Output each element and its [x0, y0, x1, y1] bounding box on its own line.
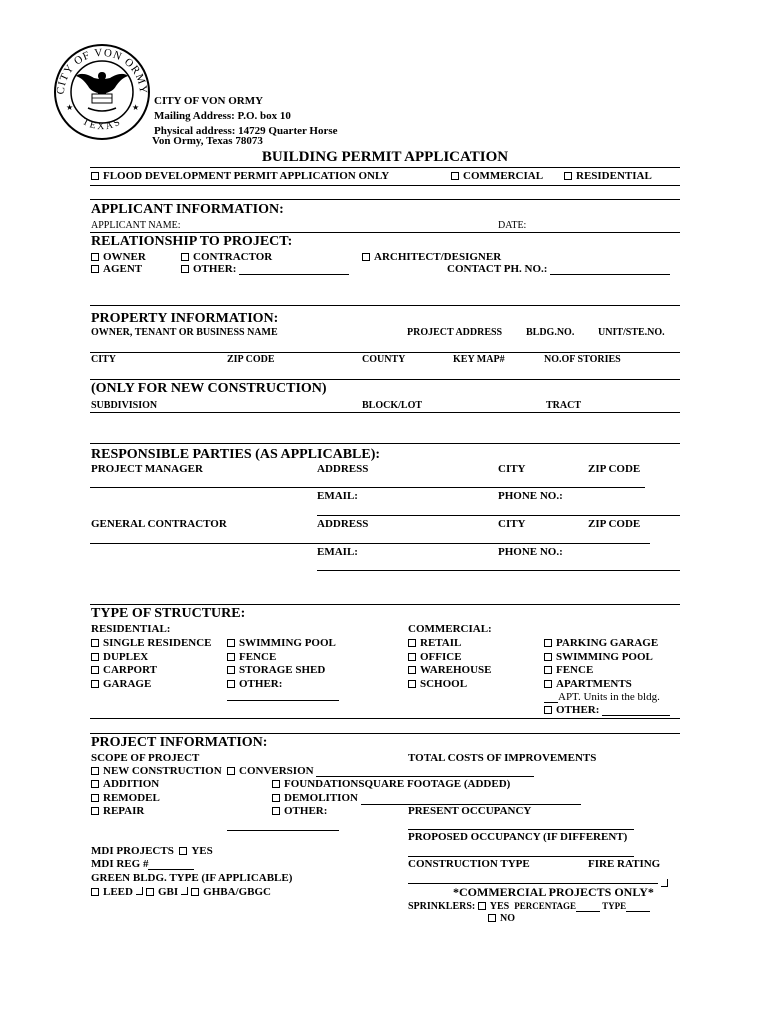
- checkbox-icon[interactable]: [544, 639, 552, 647]
- city-state-zip: Von Ormy, Texas 78073: [152, 135, 263, 147]
- project-heading: PROJECT INFORMATION:: [91, 735, 268, 750]
- date-label: DATE:: [498, 220, 527, 231]
- commercial-option-item[interactable]: PARKING GARAGE: [544, 637, 658, 651]
- pm-email-label: EMAIL:: [317, 490, 358, 502]
- commercial-list-1: [408, 637, 492, 691]
- gc-email-field[interactable]: [317, 570, 680, 571]
- checkbox-icon[interactable]: [227, 767, 235, 775]
- agent-option[interactable]: AGENT: [91, 263, 142, 275]
- checkbox-icon[interactable]: [91, 807, 99, 815]
- checkbox-icon[interactable]: [191, 888, 199, 896]
- addition-option[interactable]: ADDITION: [91, 778, 160, 792]
- construction-type-label: CONSTRUCTION TYPE: [408, 858, 530, 870]
- residential-option-item[interactable]: GARAGE: [91, 678, 212, 692]
- present-occupancy-field[interactable]: [408, 829, 634, 830]
- seal-bottom-text: TEXAS: [80, 116, 124, 133]
- commercial-only-note: *COMMERCIAL PROJECTS ONLY*: [453, 885, 654, 899]
- applicant-name-label: APPLICANT NAME:: [91, 220, 181, 231]
- mdi-yes-option[interactable]: YES: [179, 845, 212, 857]
- city-name: CITY OF VON ORMY: [154, 95, 264, 107]
- gc-field[interactable]: [90, 543, 650, 544]
- city-seal: [52, 42, 152, 142]
- commercial-option-item[interactable]: RETAIL: [408, 637, 492, 651]
- project-address-label: PROJECT ADDRESS: [407, 327, 503, 338]
- green-options: [91, 886, 271, 898]
- checkbox-icon[interactable]: [179, 847, 187, 855]
- commercial-option-item[interactable]: WAREHOUSE: [408, 664, 492, 678]
- relationship-heading: RELATIONSHIP TO PROJECT:: [91, 234, 293, 249]
- divider: [90, 733, 680, 734]
- new-construction-heading: (ONLY FOR NEW CONSTRUCTION): [91, 381, 327, 396]
- mailing-address: Mailing Address: P.O. box 10: [154, 110, 291, 122]
- project-other-field[interactable]: [227, 830, 339, 831]
- property-city-label: CITY: [91, 354, 117, 365]
- total-costs-label: TOTAL COSTS OF IMPROVEMENTS: [408, 752, 597, 764]
- residential-option-item[interactable]: DUPLEX: [91, 651, 212, 665]
- checkbox-icon[interactable]: [544, 653, 552, 661]
- residential-option-item[interactable]: FENCE: [227, 651, 336, 665]
- checkbox-icon[interactable]: [91, 680, 99, 688]
- pm-city-label: CITY: [498, 463, 526, 475]
- checkbox-icon[interactable]: [91, 639, 99, 647]
- residential-option-item[interactable]: SWIMMING POOL: [227, 637, 336, 651]
- residential-option-item[interactable]: OTHER:: [227, 678, 336, 692]
- divider: [90, 443, 680, 444]
- commercial-option-item[interactable]: FENCE: [544, 664, 658, 678]
- checkbox-icon[interactable]: [146, 888, 154, 896]
- gbi-option[interactable]: GBI: [146, 886, 178, 898]
- construction-type-field[interactable]: [408, 883, 658, 884]
- type-field[interactable]: [626, 911, 650, 912]
- scope-list: [91, 778, 160, 819]
- checkbox-icon[interactable]: [227, 680, 235, 688]
- new-construction-option[interactable]: NEW CONSTRUCTION: [91, 765, 222, 777]
- residential-option-item[interactable]: STORAGE SHED: [227, 664, 336, 678]
- checkbox-icon[interactable]: [362, 253, 370, 261]
- divider: [90, 199, 680, 200]
- residential-list-2: [227, 637, 336, 691]
- mdi-reg: MDI REG #: [91, 858, 194, 870]
- fire-rating-label: FIRE RATING: [588, 858, 661, 870]
- contact-phone: CONTACT PH. NO.:: [447, 263, 670, 275]
- checkbox-icon[interactable]: [91, 265, 99, 273]
- residential-option-item[interactable]: CARPORT: [91, 664, 212, 678]
- checkbox-icon[interactable]: [91, 794, 99, 802]
- pm-email-field[interactable]: [317, 515, 680, 516]
- seal-emblem-icon: [52, 42, 152, 142]
- checkbox-icon[interactable]: [272, 780, 280, 788]
- proposed-occupancy-label: PROPOSED OCCUPANCY (IF DIFFERENT): [408, 831, 628, 843]
- apt-units: APT. Units in the bldg.: [544, 691, 660, 703]
- block-lot-label: BLOCK/LOT: [362, 400, 423, 411]
- residential-label: RESIDENTIAL:: [91, 623, 171, 635]
- checkbox-icon[interactable]: [181, 265, 189, 273]
- pm-field[interactable]: [90, 487, 645, 488]
- residential-other-field[interactable]: [227, 700, 339, 701]
- checkbox-icon[interactable]: [408, 680, 416, 688]
- tract-label: TRACT: [546, 400, 582, 411]
- divider: [90, 718, 680, 719]
- property-row2-field[interactable]: [90, 379, 680, 380]
- property-zip-label: ZIP CODE: [227, 354, 275, 365]
- apt-units-field[interactable]: [544, 702, 558, 703]
- sprinklers-no-option[interactable]: NO: [488, 913, 515, 924]
- unit-no-label: UNIT/STE.NO.: [598, 327, 665, 338]
- scope-label: SCOPE OF PROJECT: [91, 752, 200, 764]
- architect-option[interactable]: ARCHITECT/DESIGNER: [362, 251, 501, 263]
- contact-phone-field[interactable]: [550, 274, 670, 275]
- pm-phone-label: PHONE NO.:: [498, 490, 563, 502]
- checkbox-icon[interactable]: [544, 680, 552, 688]
- residential-list-1: [91, 637, 212, 691]
- sprinklers-yes-option[interactable]: YES: [478, 901, 509, 912]
- checkbox-icon[interactable]: [91, 888, 99, 896]
- mdi-reg-field[interactable]: [148, 869, 194, 870]
- contractor-option[interactable]: CONTRACTOR: [181, 251, 272, 263]
- flood-option[interactable]: FLOOD DEVELOPMENT PERMIT APPLICATION ONLY: [91, 170, 389, 182]
- ghba-option[interactable]: GHBA/GBGC: [191, 886, 271, 898]
- checkbox-icon[interactable]: [227, 666, 235, 674]
- property-row1-field[interactable]: [90, 352, 680, 353]
- owner-tenant-label: OWNER, TENANT OR BUSINESS NAME: [91, 327, 278, 338]
- bldg-no-label: BLDG.NO.: [526, 327, 575, 338]
- checkbox-icon[interactable]: [488, 914, 496, 922]
- city-header: [154, 94, 338, 139]
- svg-text:TEXAS: [80, 116, 123, 132]
- keymap-label: KEY MAP#: [453, 354, 505, 365]
- property-heading: PROPERTY INFORMATION:: [91, 311, 279, 326]
- divider: [90, 167, 680, 168]
- commercial-option[interactable]: COMMERCIAL: [451, 170, 543, 182]
- sprinklers: SPRINKLERS: YES PERCENTAGE TYPE: [408, 901, 650, 912]
- remodel-option[interactable]: REMODEL: [91, 792, 160, 806]
- checkbox-icon[interactable]: [451, 172, 459, 180]
- residential-option[interactable]: RESIDENTIAL: [564, 170, 652, 182]
- gc-address-label: ADDRESS: [317, 518, 369, 530]
- demolition-option[interactable]: DEMOLITION: [272, 792, 581, 806]
- structure-heading: TYPE OF STRUCTURE:: [91, 606, 246, 621]
- mdi-projects: MDI PROJECTS YES: [91, 845, 213, 857]
- commercial-option-item[interactable]: OFFICE: [408, 651, 492, 665]
- checkbox-icon[interactable]: [181, 253, 189, 261]
- checkbox-icon[interactable]: [91, 653, 99, 661]
- divider: [90, 305, 680, 306]
- proposed-occupancy-field[interactable]: [408, 856, 634, 857]
- checkbox-icon[interactable]: [272, 794, 280, 802]
- checkbox-icon[interactable]: [564, 172, 572, 180]
- applicant-name-field[interactable]: [90, 232, 680, 233]
- checkbox-icon[interactable]: [478, 902, 486, 910]
- corner-mark-icon: [136, 887, 143, 895]
- gc-phone-label: PHONE NO.:: [498, 546, 563, 558]
- foundation-option[interactable]: FOUNDATIONSQUARE FOOTAGE (ADDED): [272, 778, 581, 792]
- checkbox-icon[interactable]: [544, 666, 552, 674]
- checkbox-icon[interactable]: [91, 253, 99, 261]
- other-option[interactable]: OTHER:: [181, 263, 349, 275]
- leed-option[interactable]: LEED: [91, 886, 133, 898]
- corner-mark-icon: [181, 887, 188, 895]
- stories-label: NO.OF STORIES: [544, 354, 621, 365]
- checkbox-icon[interactable]: [408, 653, 416, 661]
- checkbox-icon[interactable]: [408, 666, 416, 674]
- present-occupancy-label: PRESENT OCCUPANCY: [408, 805, 532, 817]
- repair-option[interactable]: REPAIR: [91, 805, 160, 819]
- commercial-option-item[interactable]: SWIMMING POOL: [544, 651, 658, 665]
- other-field[interactable]: [239, 274, 349, 275]
- parties-heading: RESPONSIBLE PARTIES (AS APPLICABLE):: [91, 447, 381, 462]
- divider: [90, 185, 680, 186]
- general-contractor-label: GENERAL CONTRACTOR: [91, 518, 227, 530]
- checkbox-icon[interactable]: [91, 767, 99, 775]
- checkbox-icon[interactable]: [91, 666, 99, 674]
- commercial-list-2: [544, 637, 658, 691]
- checkbox-icon[interactable]: [227, 639, 235, 647]
- checkbox-icon[interactable]: [544, 706, 552, 714]
- subdivision-field[interactable]: [90, 412, 680, 413]
- applicant-heading: APPLICANT INFORMATION:: [91, 202, 284, 217]
- checkbox-icon[interactable]: [91, 780, 99, 788]
- commercial-other-option[interactable]: OTHER:: [544, 704, 670, 716]
- gc-city-label: CITY: [498, 518, 526, 530]
- owner-option[interactable]: OWNER: [91, 251, 146, 263]
- commercial-option-item[interactable]: APARTMENTS: [544, 678, 658, 692]
- gc-email-label: EMAIL:: [317, 546, 358, 558]
- conversion-option[interactable]: CONVERSION: [227, 765, 534, 777]
- commercial-option-item[interactable]: SCHOOL: [408, 678, 492, 692]
- percentage-field[interactable]: [576, 911, 600, 912]
- pm-address-label: ADDRESS: [317, 463, 369, 475]
- checkbox-icon[interactable]: [91, 172, 99, 180]
- corner-mark-icon: [658, 874, 671, 892]
- physical-address: Physical address: 14729 Quarter Horse: [154, 125, 338, 137]
- divider: [90, 604, 680, 605]
- project-manager-label: PROJECT MANAGER: [91, 463, 203, 475]
- commercial-label: COMMERCIAL:: [408, 623, 492, 635]
- svg-text:★: ★: [132, 103, 140, 112]
- pm-zip-label: ZIP CODE: [588, 463, 641, 475]
- county-label: COUNTY: [362, 354, 406, 365]
- residential-option-item[interactable]: SINGLE RESIDENCE: [91, 637, 212, 651]
- gc-zip-label: ZIP CODE: [588, 518, 641, 530]
- checkbox-icon[interactable]: [227, 653, 235, 661]
- commercial-other-field[interactable]: [602, 715, 670, 716]
- total-costs-field[interactable]: [316, 776, 534, 777]
- checkbox-icon[interactable]: [272, 807, 280, 815]
- project-other-option[interactable]: OTHER:: [272, 805, 581, 819]
- subdivision-label: SUBDIVISION: [91, 400, 158, 411]
- seal-top-text: CITY OF VON ORMY: [54, 46, 150, 95]
- checkbox-icon[interactable]: [408, 639, 416, 647]
- green-building-label: GREEN BLDG. TYPE (IF APPLICABLE): [91, 872, 293, 884]
- svg-text:★: ★: [66, 103, 74, 112]
- page-title: BUILDING PERMIT APPLICATION: [261, 149, 509, 165]
